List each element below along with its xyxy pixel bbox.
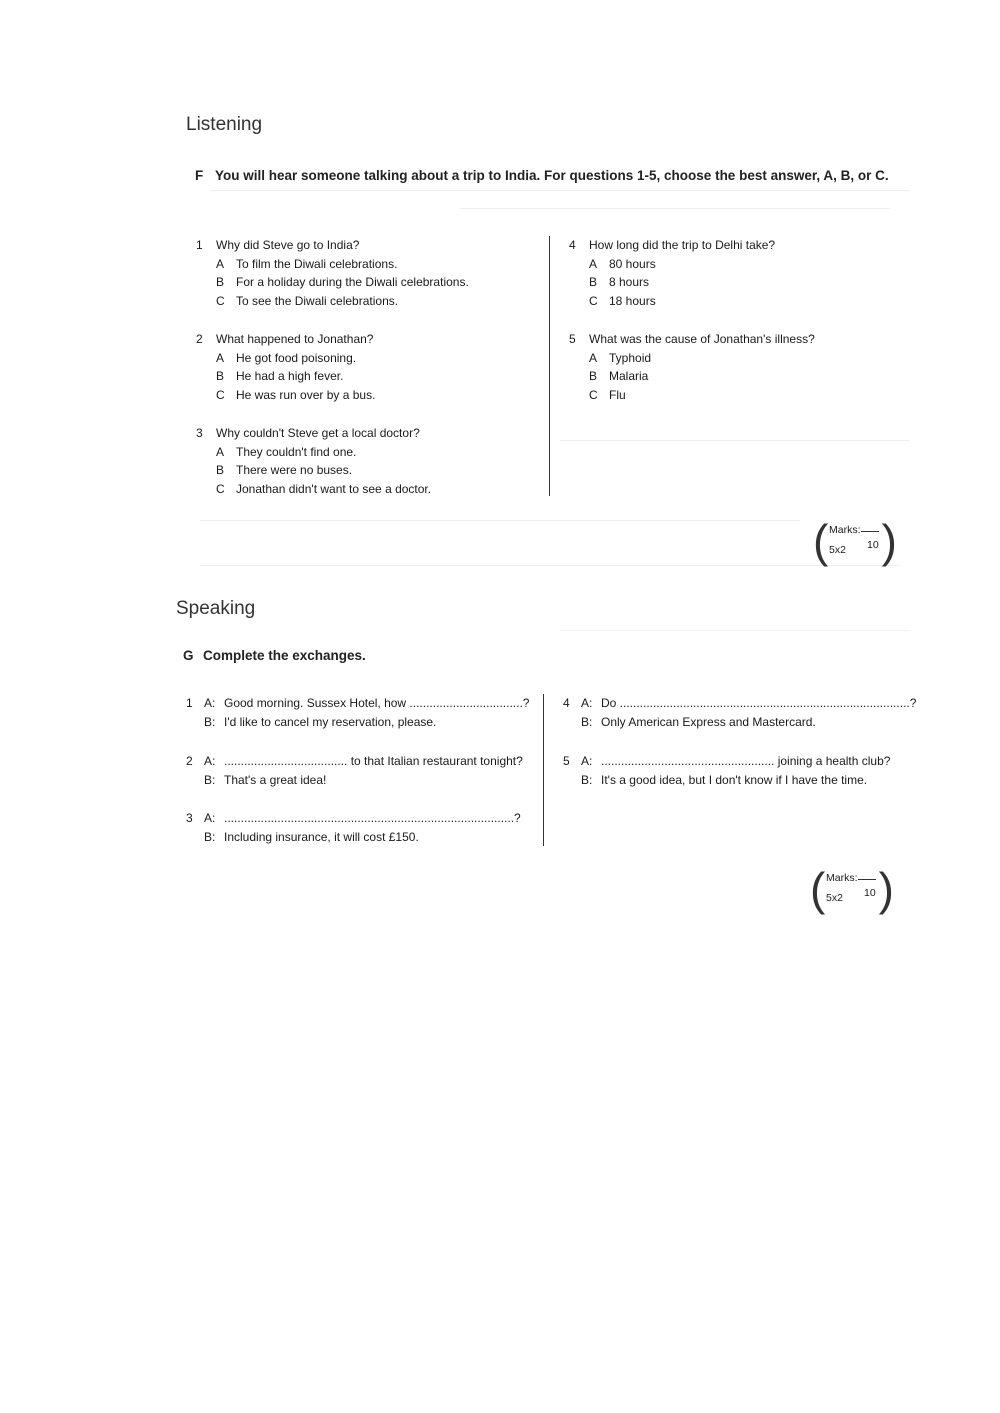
question-stem: Why couldn't Steve get a local doctor?: [216, 426, 420, 440]
column-divider: [543, 694, 544, 846]
line-b: I'd like to cancel my reservation, please.: [224, 715, 437, 729]
bleed-through-line: [200, 565, 900, 572]
right-parenthesis: ): [881, 515, 897, 567]
option-c: C Jonathan didn't want to see a doctor.: [216, 481, 432, 496]
exchange-number: 1: [186, 696, 193, 710]
exchange-number: 4: [563, 696, 570, 710]
question-stem: Why did Steve go to India?: [216, 238, 360, 252]
option-b: B Malaria: [589, 369, 649, 383]
question-1: [196, 236, 469, 310]
question-number: 4: [569, 238, 576, 252]
speaking-heading: Speaking: [176, 598, 256, 619]
question-4: [569, 236, 775, 310]
question-stem: How long did the trip to Delhi take?: [589, 238, 776, 252]
left-parenthesis: (: [810, 863, 826, 915]
option-a: A 80 hours: [589, 256, 656, 271]
speaker-b-label: B:: [581, 715, 593, 729]
option-b: B For a holiday during the Diwali celebrations.: [216, 275, 469, 289]
speaker-a-label: A:: [204, 811, 216, 825]
instruction-letter: G: [183, 648, 194, 663]
bleed-through-line: [460, 208, 890, 215]
marks-multiplier: 5x2: [826, 892, 843, 904]
line-a: Good morning. Sussex Hotel, how ..................................?: [224, 696, 530, 710]
marks-score-line: [858, 879, 876, 880]
option-c: C He was run over by a bus.: [216, 387, 376, 402]
option-c: C Flu: [589, 387, 626, 402]
line-a: ..................................... to that Italian restaurant tonight?: [224, 754, 523, 768]
exchange-number: 3: [186, 811, 193, 825]
bleed-through-line: [200, 520, 800, 527]
exchange-4: [563, 694, 916, 732]
question-number: 2: [196, 332, 203, 346]
option-c: C To see the Diwali celebrations.: [216, 293, 399, 308]
left-parenthesis: (: [813, 515, 829, 567]
question-stem: What was the cause of Jonathan's illness?: [589, 332, 815, 346]
marks-total: 10: [864, 887, 876, 899]
option-b: B There were no buses.: [216, 463, 353, 477]
option-b: B He had a high fever.: [216, 369, 344, 383]
line-a: .......................................................................................?: [224, 811, 521, 825]
column-divider: [549, 236, 550, 496]
exchange-number: 5: [563, 754, 570, 768]
marks-label: Marks:: [829, 524, 861, 536]
instruction-text: You will hear someone talking about a trip to India. For questions 1-5, choose the best answer, A, B, or C.: [215, 168, 889, 183]
option-a: A They couldn't find one.: [216, 444, 357, 459]
question-number: 1: [196, 238, 203, 252]
option-c: C 18 hours: [589, 293, 656, 308]
option-b: B 8 hours: [589, 275, 650, 289]
exchange-5: [563, 752, 890, 790]
speaker-a-label: A:: [581, 754, 593, 768]
bleed-through-line: [560, 440, 910, 447]
speaking-marks-box: [810, 863, 894, 916]
question-2: [196, 330, 375, 404]
speaker-a-label: A:: [204, 754, 216, 768]
listening-instruction: [195, 168, 889, 183]
line-b: It's a good idea, but I don't know if I have the time.: [601, 773, 868, 787]
marks-multiplier: 5x2: [829, 544, 846, 556]
line-a: .................................................... joining a health club?: [601, 754, 891, 768]
marks-score-line: [861, 531, 879, 532]
listening-marks-box: [813, 515, 897, 568]
line-b: Including insurance, it will cost £150.: [224, 830, 419, 844]
marks-total: 10: [867, 539, 879, 551]
question-number: 5: [569, 332, 576, 346]
speaking-instruction: [183, 648, 366, 663]
line-a: Do .......................................................................................?: [601, 696, 917, 710]
instruction-letter: F: [195, 168, 204, 183]
bleed-through-line: [210, 190, 910, 199]
bleed-through-line: [560, 630, 910, 637]
instruction-text: Complete the exchanges.: [203, 648, 366, 663]
speaker-b-label: B:: [204, 773, 216, 787]
exchange-1: [186, 694, 529, 732]
line-b: That's a great idea!: [224, 773, 327, 787]
option-a: A Typhoid: [589, 350, 652, 365]
question-3: [196, 424, 431, 498]
question-number: 3: [196, 426, 203, 440]
right-parenthesis: ): [878, 863, 894, 915]
question-stem: What happened to Jonathan?: [216, 332, 374, 346]
exchange-2: [186, 752, 523, 790]
question-5: [569, 330, 815, 404]
speaker-b-label: B:: [204, 830, 216, 844]
option-a: A To film the Diwali celebrations.: [216, 256, 398, 271]
speaker-a-label: A:: [581, 696, 593, 710]
speaker-b-label: B:: [581, 773, 593, 787]
marks-label: Marks:: [826, 872, 858, 884]
exchange-3: [186, 809, 521, 847]
listening-heading: Listening: [186, 114, 263, 135]
exchange-number: 2: [186, 754, 193, 768]
line-b: Only American Express and Mastercard.: [601, 715, 816, 729]
speaker-a-label: A:: [204, 696, 216, 710]
speaker-b-label: B:: [204, 715, 216, 729]
option-a: A He got food poisoning.: [216, 350, 357, 365]
